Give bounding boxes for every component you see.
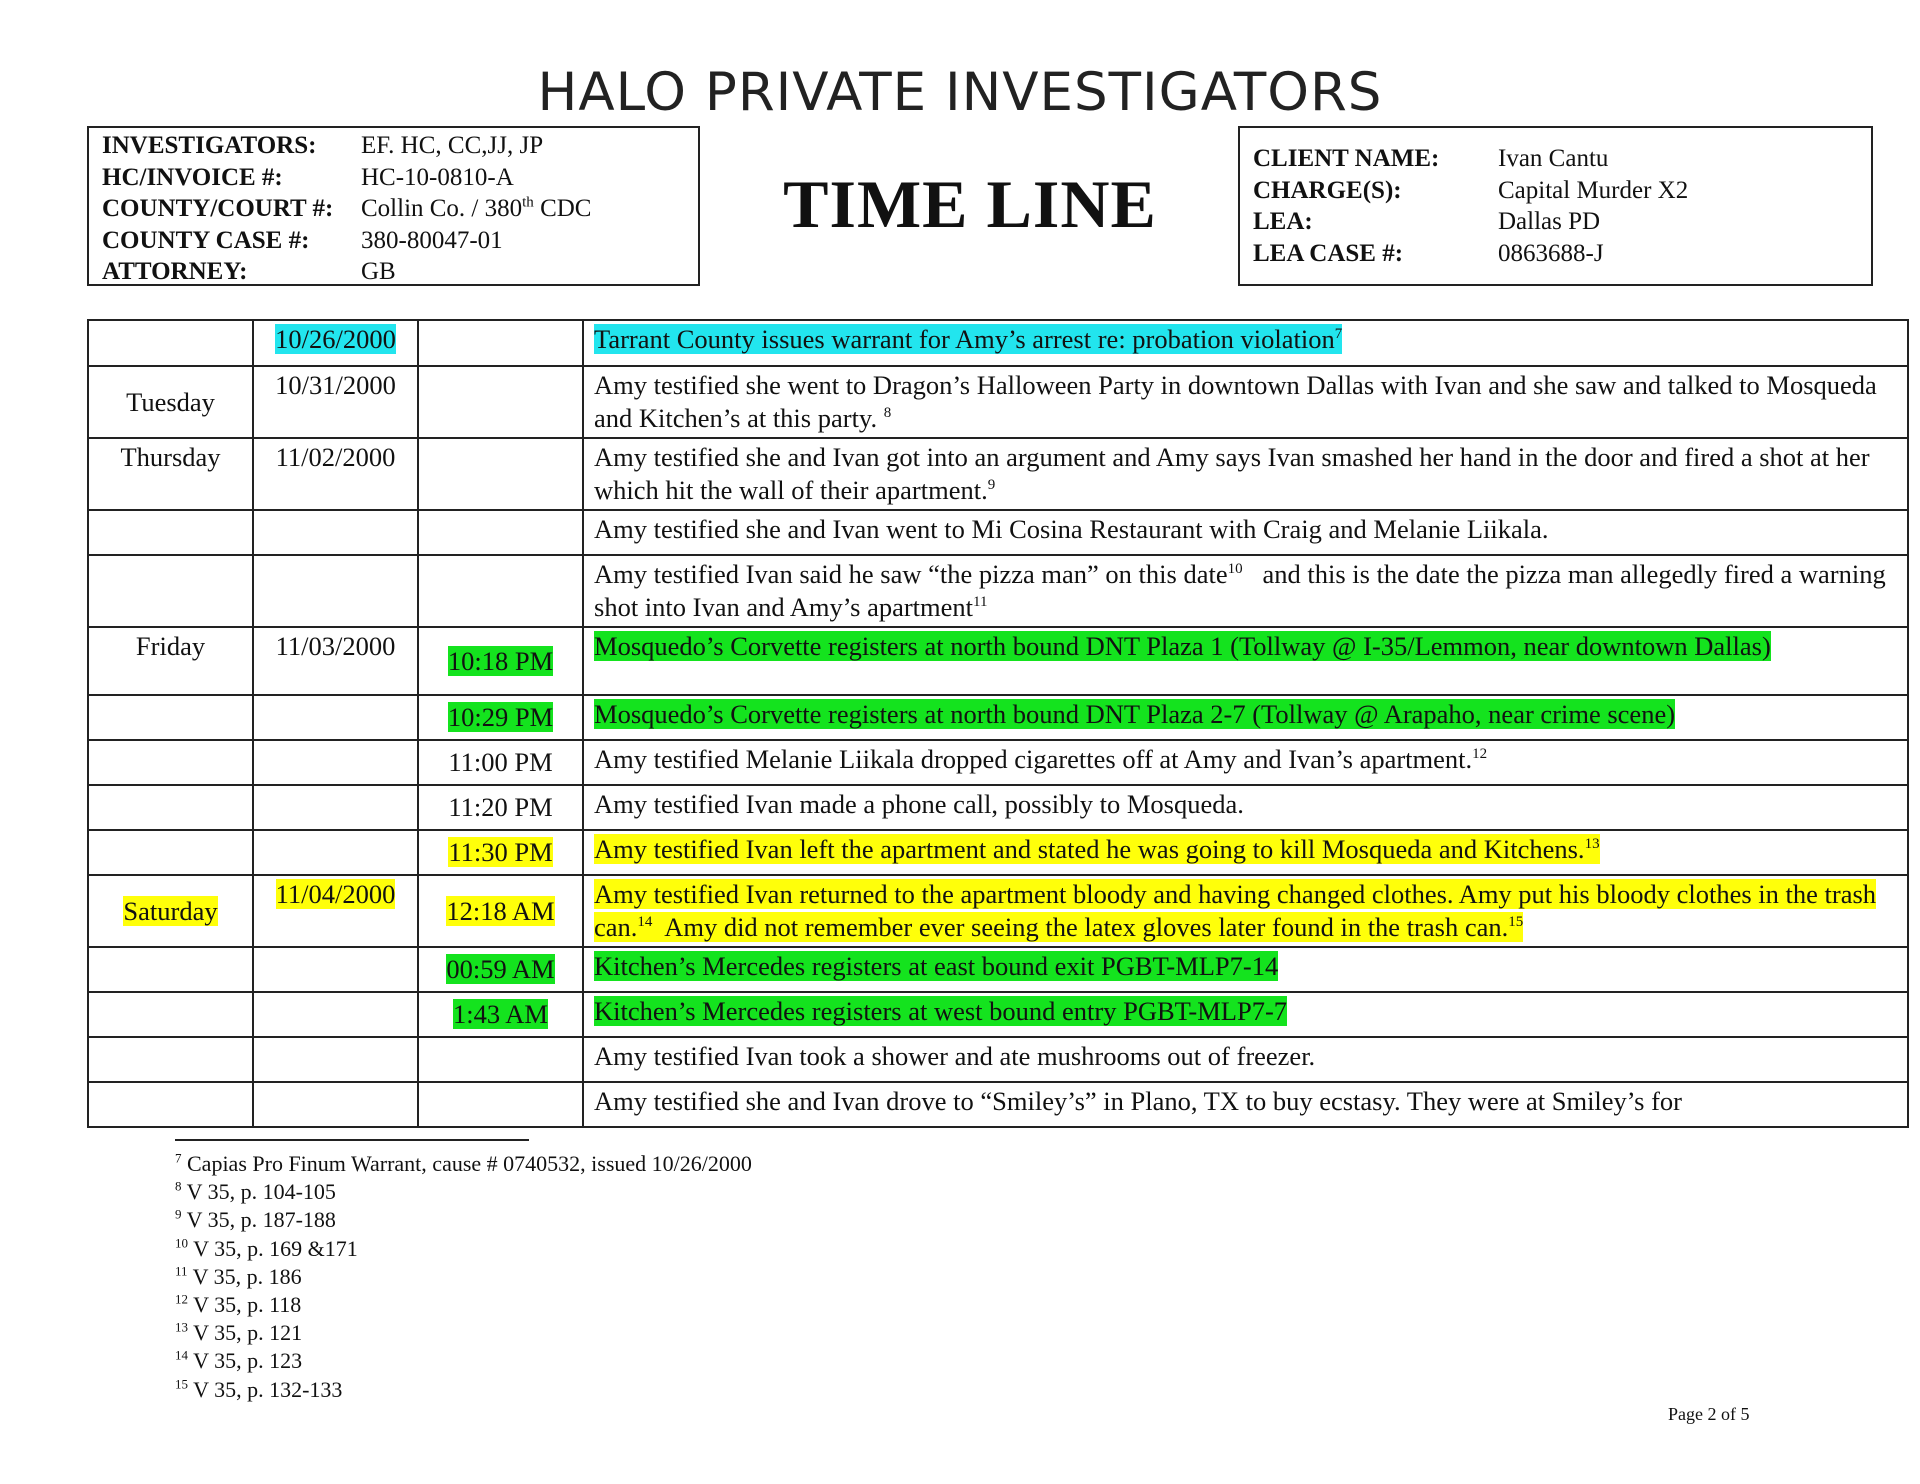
time-cell (418, 695, 583, 740)
case-info-label: HC/INVOICE #: (102, 163, 283, 191)
time-cell (418, 438, 583, 510)
day-text: Friday (135, 631, 206, 661)
case-info-label: COUNTY/COURT #: (102, 195, 334, 222)
footnote-number: 15 (175, 1376, 188, 1392)
court-suffix: CDC (533, 195, 592, 222)
footnote (175, 1319, 752, 1347)
footnote-number: 14 (175, 1348, 188, 1364)
date-cell (253, 366, 418, 438)
footnote-text: V 35, p. 169 &171 (193, 1235, 358, 1261)
description-text: Mosquedo’s Corvette registers at north bound DNT Plaza 1 (Tollway @ I-35/Lemmon, near downtown Dallas) (594, 631, 1771, 661)
footnote (175, 1206, 752, 1234)
description-text (594, 559, 1892, 622)
day-cell (88, 875, 253, 947)
date-cell (253, 830, 418, 875)
footnote (175, 1347, 752, 1375)
day-cell (88, 1082, 253, 1127)
day-cell (88, 320, 253, 366)
page-number: Page 2 of 5 (1668, 1404, 1750, 1424)
description-cell (583, 627, 1908, 695)
time-text: 10:29 PM (447, 702, 554, 732)
client-info-label: LEA CASE #: (1253, 239, 1404, 267)
footnote-text: Capias Pro Finum Warrant, cause # 0740532, issued 10/26/2000 (187, 1151, 752, 1176)
case-info-value: GB (361, 258, 396, 285)
case-info-row (102, 256, 698, 288)
client-info-value: 0863688-J (1498, 239, 1604, 267)
footnote-ref: 8 (883, 405, 892, 422)
table-row (88, 830, 1908, 875)
description-text (594, 370, 1877, 433)
footnote (175, 1235, 752, 1263)
date-cell (253, 1037, 418, 1082)
footnotes (175, 1150, 752, 1404)
description-part: Amy testified she went to Dragon’s Halloween Party in downtown Dallas with Ivan and she saw and talked to Mosqueda and Kitchen’s at this party. (594, 370, 1877, 433)
time-text: 00:59 AM (446, 954, 555, 984)
case-info-row (102, 193, 698, 225)
date-text: 10/31/2000 (275, 370, 396, 400)
description-cell (583, 320, 1908, 366)
client-info-row (1253, 206, 1871, 238)
description-cell (583, 510, 1908, 555)
footnote (175, 1178, 752, 1206)
table-row (88, 947, 1908, 992)
table-row (88, 695, 1908, 740)
time-cell (418, 510, 583, 555)
footnote-text: V 35, p. 186 (192, 1263, 302, 1289)
court-text: Collin Co. / 380 (361, 195, 523, 222)
footnote-ref: 10 (1227, 561, 1243, 578)
description-part: Amy testified she and Ivan got into an argument and Amy says Ivan smashed her hand in the door and fired a shot at her which hit the wall of their apartment. (594, 442, 1870, 505)
client-info-box (1238, 126, 1873, 286)
date-cell (253, 785, 418, 830)
date-cell (253, 740, 418, 785)
day-text: Tuesday (126, 386, 215, 417)
footnote-number: 7 (175, 1150, 182, 1166)
client-info-row (1253, 143, 1871, 175)
description-part: and this is the date the pizza man allegedly fired a warning shot into Ivan and Amy’s apartment (594, 559, 1893, 622)
table-row (88, 366, 1908, 438)
date-text: 10/26/2000 (275, 324, 396, 354)
footnote (175, 1291, 752, 1319)
description-text: Amy testified she and Ivan drove to “Smiley’s” in Plano, TX to buy ecstasy. They were at Smiley’s for (594, 1086, 1683, 1116)
table-row (88, 555, 1908, 627)
case-info-row (102, 162, 698, 194)
footnote-ref: 9 (987, 477, 996, 494)
footnote-number: 11 (175, 1263, 188, 1279)
description-part: Amy testified Ivan said he saw “the pizza man” on this date (594, 559, 1228, 589)
date-cell (253, 695, 418, 740)
description-text: Kitchen’s Mercedes registers at west bound entry PGBT-MLP7-7 (594, 996, 1288, 1026)
time-cell (418, 1037, 583, 1082)
description-text (594, 834, 1600, 864)
time-cell (418, 875, 583, 947)
client-info-value: Dallas PD (1498, 208, 1601, 235)
day-text: Saturday (123, 895, 218, 926)
date-text: 11/02/2000 (275, 442, 396, 472)
date-cell (253, 555, 418, 627)
description-cell (583, 875, 1908, 947)
footnote-text: V 35, p. 121 (193, 1320, 303, 1346)
description-part: Amy testified Melanie Liikala dropped cigarettes off at Amy and Ivan’s apartment. (594, 744, 1473, 774)
footnote-ref: 12 (1472, 746, 1488, 763)
client-info-row (1253, 175, 1871, 207)
day-cell (88, 947, 253, 992)
time-cell (418, 947, 583, 992)
footnote-text: V 35, p. 132-133 (193, 1376, 343, 1402)
footnote (175, 1376, 752, 1404)
footnote-ref: 14 (637, 914, 653, 931)
date-text: 11/04/2000 (275, 879, 396, 909)
court-ordinal: th (522, 194, 534, 211)
case-info-box (87, 126, 700, 286)
date-text: 11/03/2000 (275, 631, 396, 661)
time-text: 11:20 PM (448, 792, 553, 822)
company-name: HALO PRIVATE INVESTIGATORS (537, 62, 1383, 123)
description-text (594, 442, 1870, 505)
time-cell (418, 830, 583, 875)
client-info-value: Capital Murder X2 (1498, 176, 1689, 204)
table-row (88, 785, 1908, 830)
case-info-row (102, 130, 698, 162)
day-cell (88, 740, 253, 785)
description-part: Amy testified Ivan left the apartment and stated he was going to kill Mosqueda and Kitchens. (594, 834, 1585, 864)
case-info-value (361, 193, 591, 225)
date-cell (253, 510, 418, 555)
time-cell (418, 627, 583, 695)
description-cell (583, 555, 1908, 627)
description-part: Amy testified Ivan returned to the apartment bloody and having changed clothes. Amy put his bloody clothes in the trash can. (594, 879, 1877, 942)
case-info-label: COUNTY CASE #: (102, 226, 310, 254)
time-text: 11:30 PM (448, 837, 553, 867)
time-cell (418, 992, 583, 1037)
case-info-row (102, 225, 698, 257)
case-info-label: ATTORNEY: (102, 258, 248, 285)
day-text: Thursday (120, 442, 221, 472)
date-cell (253, 992, 418, 1037)
table-row (88, 1037, 1908, 1082)
time-cell (418, 320, 583, 366)
table-row (88, 320, 1908, 366)
time-cell (418, 740, 583, 785)
description-text (594, 879, 1876, 942)
footnote-text: V 35, p. 123 (193, 1348, 303, 1374)
footnote-divider (175, 1139, 529, 1141)
footnote-number: 13 (175, 1319, 188, 1335)
description-part: Tarrant County issues warrant for Amy’s arrest re: probation violation (594, 324, 1335, 354)
time-text: 1:43 AM (453, 999, 548, 1029)
day-cell (88, 695, 253, 740)
time-cell (418, 366, 583, 438)
table-row (88, 627, 1908, 695)
table-row (88, 510, 1908, 555)
date-cell (253, 947, 418, 992)
day-cell (88, 555, 253, 627)
table-row (88, 875, 1908, 947)
description-text: Amy testified Ivan took a shower and ate mushrooms out of freezer. (594, 1041, 1316, 1071)
footnote-number: 8 (175, 1178, 182, 1194)
time-cell (418, 785, 583, 830)
description-cell (583, 695, 1908, 740)
description-cell (583, 830, 1908, 875)
footnote-number: 12 (175, 1291, 188, 1307)
time-text: 11:00 PM (448, 747, 553, 777)
description-text (594, 744, 1487, 774)
footnote-text: V 35, p. 118 (193, 1292, 302, 1318)
client-info-label: CLIENT NAME: (1253, 145, 1440, 172)
footnote-ref: 7 (1334, 326, 1343, 343)
table-row (88, 740, 1908, 785)
day-cell (88, 830, 253, 875)
footnote-number: 9 (175, 1207, 182, 1223)
day-cell (88, 992, 253, 1037)
description-text: Mosquedo’s Corvette registers at north bound DNT Plaza 2-7 (Tollway @ Arapaho, near crime scene) (594, 699, 1676, 729)
footnote-number: 10 (175, 1235, 188, 1251)
case-info-value: HC-10-0810-A (361, 163, 514, 191)
document-title: TIME LINE (783, 166, 1157, 242)
date-cell (253, 627, 418, 695)
description-cell (583, 992, 1908, 1037)
description-text: Kitchen’s Mercedes registers at east bound exit PGBT-MLP7-14 (594, 951, 1279, 981)
date-cell (253, 1082, 418, 1127)
client-info-value: Ivan Cantu (1498, 145, 1609, 172)
description-cell (583, 438, 1908, 510)
time-text: 10:18 PM (447, 645, 554, 676)
date-cell (253, 875, 418, 947)
description-cell (583, 947, 1908, 992)
footnote-ref: 15 (1508, 914, 1524, 931)
time-text: 12:18 AM (446, 895, 555, 926)
case-info-value: 380-80047-01 (361, 226, 503, 254)
footnote-ref: 11 (973, 594, 988, 611)
description-part: Amy did not remember ever seeing the latex gloves later found in the trash can. (652, 912, 1509, 942)
description-text (594, 324, 1342, 354)
description-cell (583, 740, 1908, 785)
description-text: Amy testified she and Ivan went to Mi Cosina Restaurant with Craig and Melanie Liikala. (594, 514, 1549, 544)
case-info-value: EF. HC, CC,JJ, JP (361, 132, 544, 159)
time-cell (418, 555, 583, 627)
case-info-label: INVESTIGATORS: (102, 132, 317, 159)
day-cell (88, 785, 253, 830)
footnote-ref: 13 (1584, 836, 1600, 853)
description-cell (583, 785, 1908, 830)
day-cell (88, 510, 253, 555)
day-cell (88, 438, 253, 510)
time-cell (418, 1082, 583, 1127)
table-row (88, 438, 1908, 510)
timeline-table (87, 319, 1909, 1128)
description-cell (583, 1037, 1908, 1082)
description-text: Amy testified Ivan made a phone call, possibly to Mosqueda. (594, 789, 1244, 819)
client-info-label: LEA: (1253, 208, 1313, 235)
client-info-row (1253, 238, 1871, 270)
description-cell (583, 366, 1908, 438)
footnote (175, 1263, 752, 1291)
day-cell (88, 366, 253, 438)
day-cell (88, 1037, 253, 1082)
date-cell (253, 320, 418, 366)
client-info-label: CHARGE(S): (1253, 176, 1402, 204)
date-cell (253, 438, 418, 510)
description-cell (583, 1082, 1908, 1127)
table-row (88, 992, 1908, 1037)
footnote-text: V 35, p. 104-105 (186, 1179, 336, 1205)
table-row (88, 1082, 1908, 1127)
day-cell (88, 627, 253, 695)
footnote-text: V 35, p. 187-188 (186, 1207, 336, 1233)
footnote (175, 1150, 752, 1178)
